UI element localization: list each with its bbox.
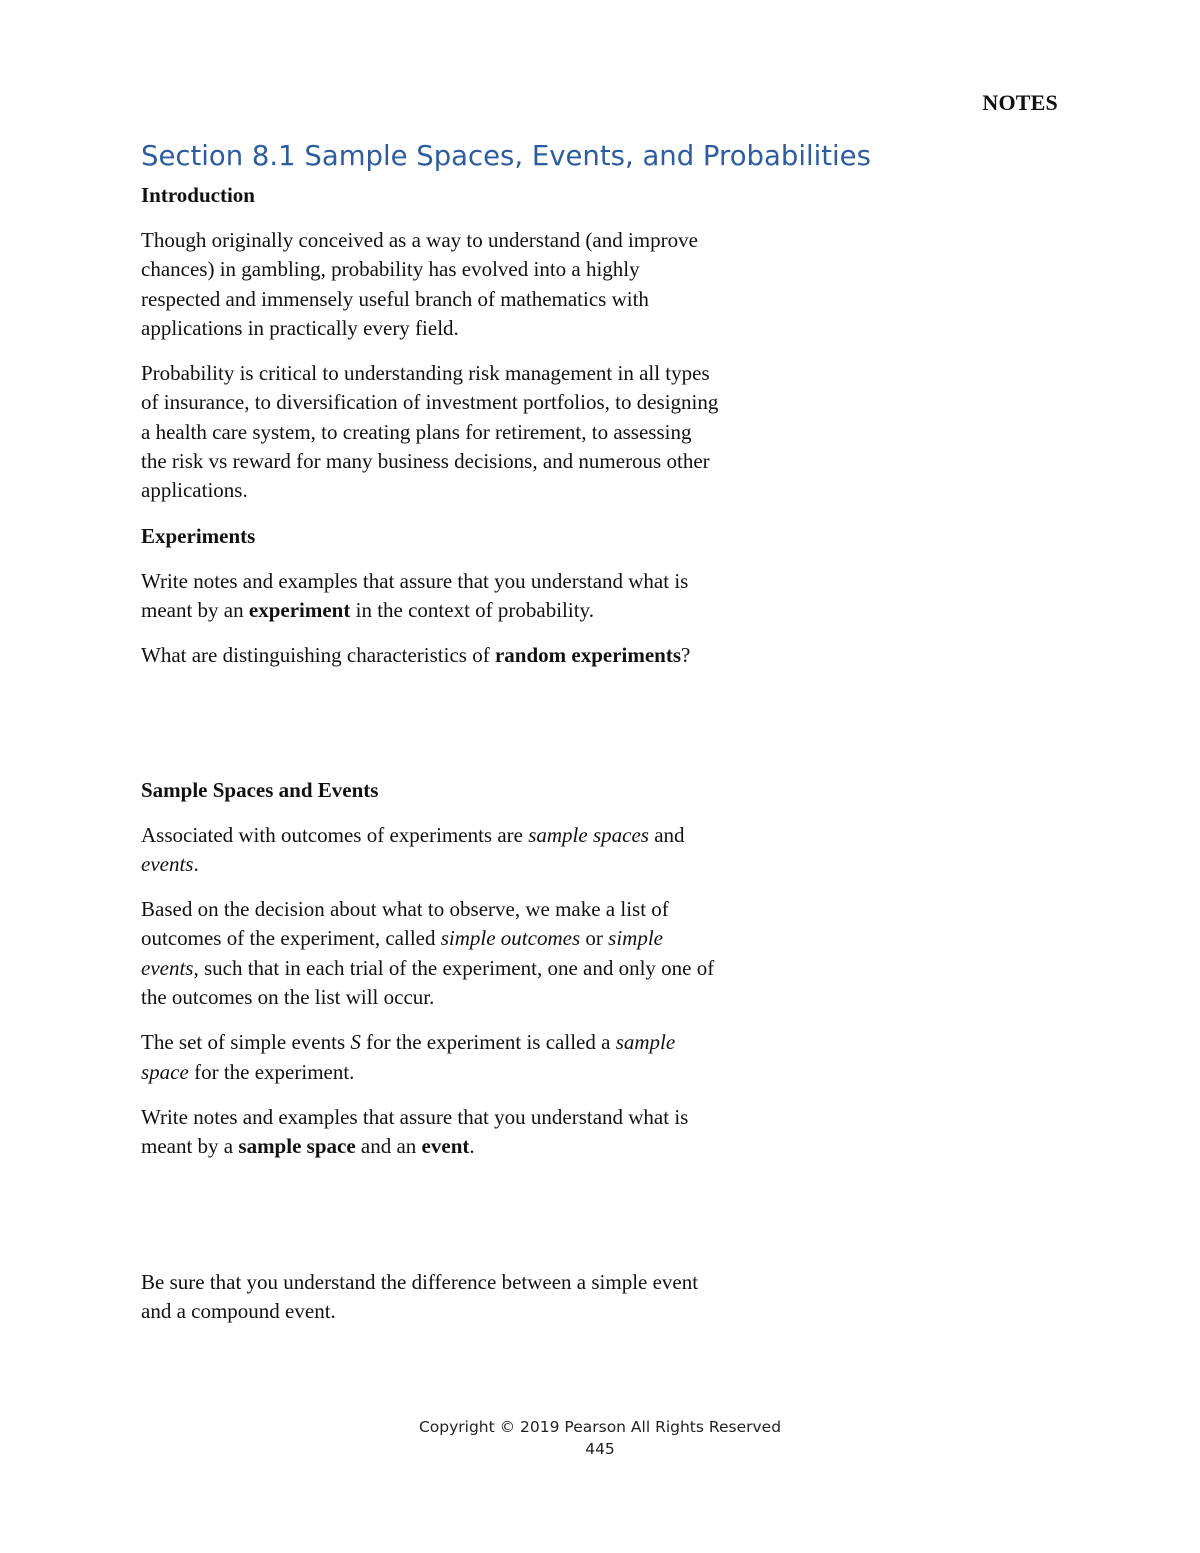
heading-introduction: Introduction <box>141 183 255 207</box>
text-segment: in the context of probability. <box>350 597 594 622</box>
term-sample-spaces: sample spaces <box>528 822 649 847</box>
paragraph-sample-4 <box>141 1103 721 1162</box>
symbol-s: S <box>350 1030 361 1055</box>
section-title: Section 8.1 Sample Spaces, Events, and Probabilities <box>141 140 871 172</box>
term-simple-events: simple events <box>141 926 663 980</box>
text-segment: ? <box>681 643 691 668</box>
text-segment: or <box>580 926 609 951</box>
term-simple-outcomes: simple outcomes <box>440 926 581 951</box>
paragraph-intro-2: Probability is critical to understanding risk management in all types of insurance, to diversification of investment portfolios, to designing a health care system, to creating plans for retirement, to assessing the risk vs reward for many business decisions, and numerous other applications. <box>141 361 719 503</box>
text-segment: The set of simple events <box>141 1030 351 1055</box>
term-sample-space: sample space <box>141 1030 676 1084</box>
term-random-experiments: random experiments <box>494 643 682 668</box>
heading-experiments: Experiments <box>141 523 256 548</box>
paragraph-sample-2 <box>141 895 721 1012</box>
main-content <box>141 181 721 1326</box>
term-events: events <box>141 851 194 876</box>
heading-sample-spaces: Sample Spaces and Events <box>141 777 379 802</box>
paragraph-experiments-2 <box>141 641 721 670</box>
paragraph-compound-event: Be sure that you understand the difference between a simple event and a compound event. <box>141 1269 699 1323</box>
paragraph-intro-1: Though originally conceived as a way to understand (and improve chances) in gambling, probability has evolved into a highly respected and immensely useful branch of mathematics with applications in practically every field. <box>141 228 698 340</box>
term-event-bold: event <box>421 1134 470 1159</box>
text-segment: for the experiment. <box>188 1059 355 1084</box>
text-segment: Based on the decision about what to observe, we make a list of outcomes of the experiment, called <box>141 897 669 951</box>
paragraph-sample-1 <box>141 821 721 880</box>
page-number: 445 <box>585 1440 615 1458</box>
term-experiment: experiment <box>248 597 351 622</box>
text-segment: , such that in each trial of the experiment, one and only one of the outcomes on the list will occur. <box>141 955 715 1010</box>
text-segment: Write notes and examples that assure that you understand what is meant by an <box>141 568 689 622</box>
text-segment: and an <box>355 1134 422 1159</box>
text-segment: . <box>469 1134 475 1159</box>
paragraph-sample-3 <box>141 1028 721 1087</box>
copyright-text: Copyright © 2019 Pearson All Rights Reserved <box>418 1418 782 1436</box>
text-segment: Associated with outcomes of experiments are <box>141 822 529 847</box>
page-footer <box>0 1416 1200 1460</box>
notes-label: NOTES <box>982 90 1058 115</box>
term-sample-space-bold: sample space <box>238 1134 356 1159</box>
text-segment: and <box>648 822 685 847</box>
paragraph-experiments-1 <box>141 567 721 626</box>
text-segment: Write notes and examples that assure that you understand what is meant by a <box>141 1104 689 1159</box>
text-segment: . <box>193 851 199 876</box>
text-segment: What are distinguishing characteristics of <box>141 643 495 668</box>
text-segment: for the experiment is called a <box>360 1030 616 1055</box>
